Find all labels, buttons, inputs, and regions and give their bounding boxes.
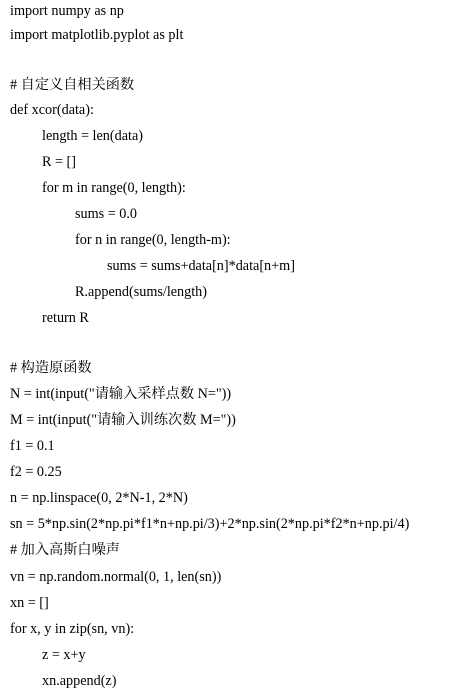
code-line-for-zip: for x, y in zip(sn, vn): (10, 621, 135, 637)
code-comment-autocorr: # 自定义自相关函数 (10, 77, 135, 93)
code-line-length: length = len(data) (42, 128, 143, 144)
code-line-input-n: N = int(input("请输入采样点数 N=")) (10, 386, 232, 402)
code-line-r-init: R = [] (42, 154, 77, 170)
code-line-xn-init: xn = [] (10, 595, 49, 611)
code-line-for-n: for n in range(0, length-m): (75, 232, 231, 248)
code-line-vn: vn = np.random.normal(0, 1, len(sn)) (10, 569, 222, 585)
code-line-for-m: for m in range(0, length): (42, 180, 186, 196)
code-line-r-append: R.append(sums/length) (75, 284, 208, 300)
code-line-input-m: M = int(input("请输入训练次数 M=")) (10, 412, 236, 428)
code-line-sn: sn = 5*np.sin(2*np.pi*f1*n+np.pi/3)+2*np.sin(2*np.pi*f2*n+np.pi/4) (10, 516, 410, 532)
code-line-z-sum: z = x+y (42, 647, 86, 663)
code-line-sums-accumulate: sums = sums+data[n]*data[n+m] (107, 258, 295, 274)
code-line-import-numpy: import numpy as np (10, 3, 124, 19)
code-line-import-matplotlib: import matplotlib.pyplot as plt (10, 27, 184, 43)
code-line-linspace: n = np.linspace(0, 2*N-1, 2*N) (10, 490, 188, 506)
code-comment-noise: # 加入高斯白噪声 (10, 542, 120, 558)
code-line-f1: f1 = 0.1 (10, 438, 55, 454)
code-comment-construct: # 构造原函数 (10, 360, 92, 376)
code-line-def-xcor: def xcor(data): (10, 102, 94, 118)
code-line-sums-init: sums = 0.0 (75, 206, 138, 222)
code-line-return: return R (42, 310, 89, 326)
code-line-xn-append: xn.append(z) (42, 673, 117, 689)
code-line-f2: f2 = 0.25 (10, 464, 62, 480)
